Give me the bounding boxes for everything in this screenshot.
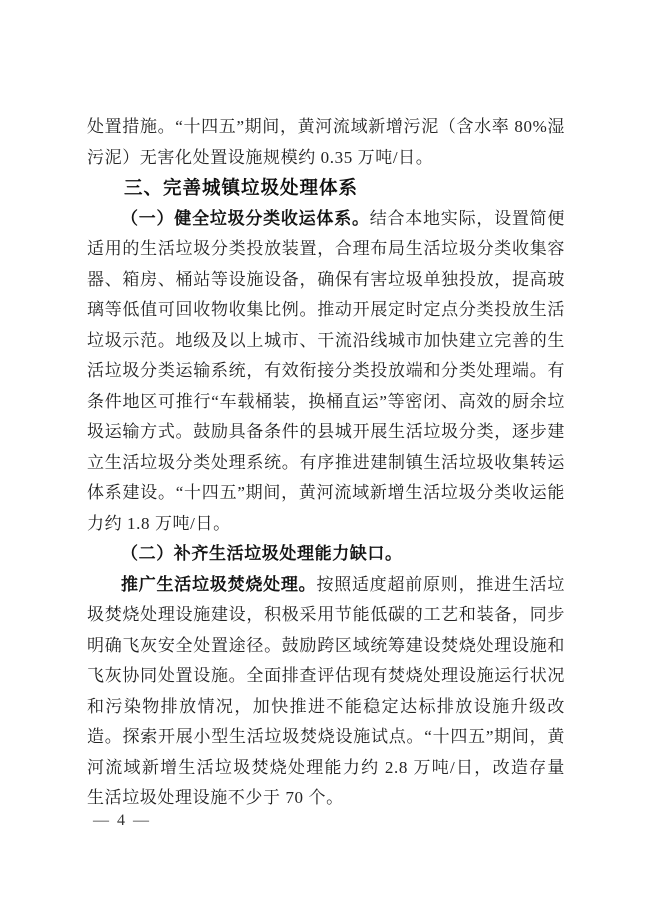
paragraph-incineration: [87, 570, 565, 814]
page-number: — 4 —: [93, 812, 151, 829]
paragraph-text: 结合本地实际，设置简便适用的生活垃圾分类投放装置，合理布局生活垃圾分类收集容器、箱房、桶站等设施设备，确保有害垃圾单独投放，提高玻璃等低值可回收物收集比例。推动开展定时定点分类投放生活垃圾示范。地级及以上城市、干流沿线城市加快建立完善的生活垃圾分类运输系统，有效衔接分类投放端和分类处理端。有条件地区可推行“车载桶装，换桶直运”等密闭、高效的厨余垃圾运输方式。鼓励具备条件的县城开展生活垃圾分类，逐步建立生活垃圾分类处理系统。有序推进建制镇生活垃圾收集转运体系建设。“十四五”期间，黄河流域新增生活垃圾分类收运能力约 1.8 万吨/日。: [87, 208, 565, 533]
paragraph-lead-bold: （一）健全垃圾分类收运体系。: [121, 208, 370, 228]
paragraph-item-1: [87, 204, 565, 540]
section-heading-waste-system: 三、完善城镇垃圾处理体系: [124, 177, 359, 198]
document-content: [87, 112, 565, 814]
paragraph-lead-bold: （二）补齐生活垃圾处理能力缺口。: [121, 544, 403, 563]
paragraph-item-2: [87, 539, 565, 570]
paragraph-lead-bold: 推广生活垃圾焚烧处理。: [121, 574, 317, 594]
paragraph-sludge-continuation: [87, 112, 565, 173]
paragraph-text: 处置措施。“十四五”期间，黄河流域新增污泥（含水率 80%湿污泥）无害化处置设施规模约 0.35 万吨/日。: [87, 117, 565, 167]
paragraph-text: 按照适度超前原则，推进生活垃圾焚烧处理设施建设，积极采用节能低碳的工艺和装备，同步明确飞灰安全处置途径。鼓励跨区域统筹建设焚烧处理设施和飞灰协同处置设施。全面排查评估现有焚烧处理设施运行状况和污染物排放情况，加快推进不能稳定达标排放设施升级改造。探索开展小型生活垃圾焚烧设施试点。“十四五”期间，黄河流域新增生活垃圾焚烧处理能力约 2.8 万吨/日，改造存量生活垃圾处理设施不少于 70 个。: [87, 574, 565, 807]
